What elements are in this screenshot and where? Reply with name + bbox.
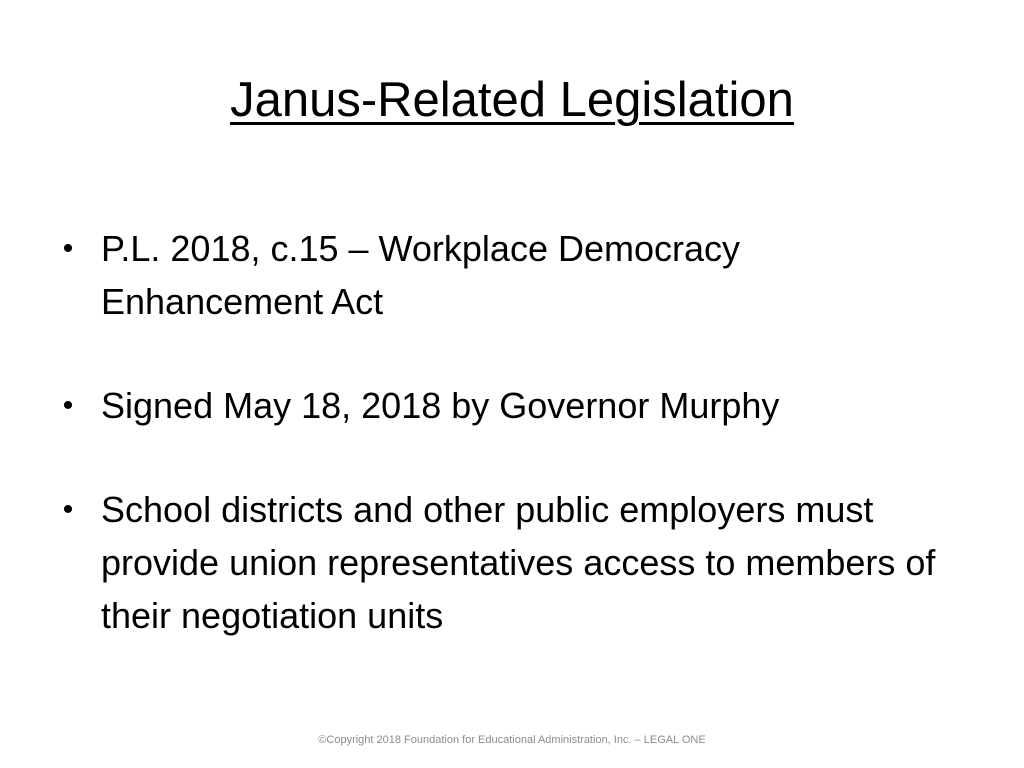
slide-title: Janus-Related Legislation — [230, 73, 794, 127]
bullet-dot-icon: • — [62, 389, 74, 422]
bullet-list — [58, 222, 958, 642]
bullet-text: P.L. 2018, c.15 – Workplace Democracy Enhancement Act — [101, 228, 740, 322]
bullet-dot-icon: • — [62, 232, 74, 265]
bullet-item — [58, 379, 958, 432]
bullet-text: School districts and other public employers must provide union representatives access to members of their negotiation units — [101, 489, 936, 636]
bullet-dot-icon: • — [62, 493, 74, 526]
bullet-text: Signed May 18, 2018 by Governor Murphy — [101, 385, 780, 426]
copyright-footer: ©Copyright 2018 Foundation for Educational Administration, Inc. – LEGAL ONE — [318, 734, 706, 746]
bullet-item — [58, 222, 958, 328]
bullet-item — [58, 483, 958, 642]
